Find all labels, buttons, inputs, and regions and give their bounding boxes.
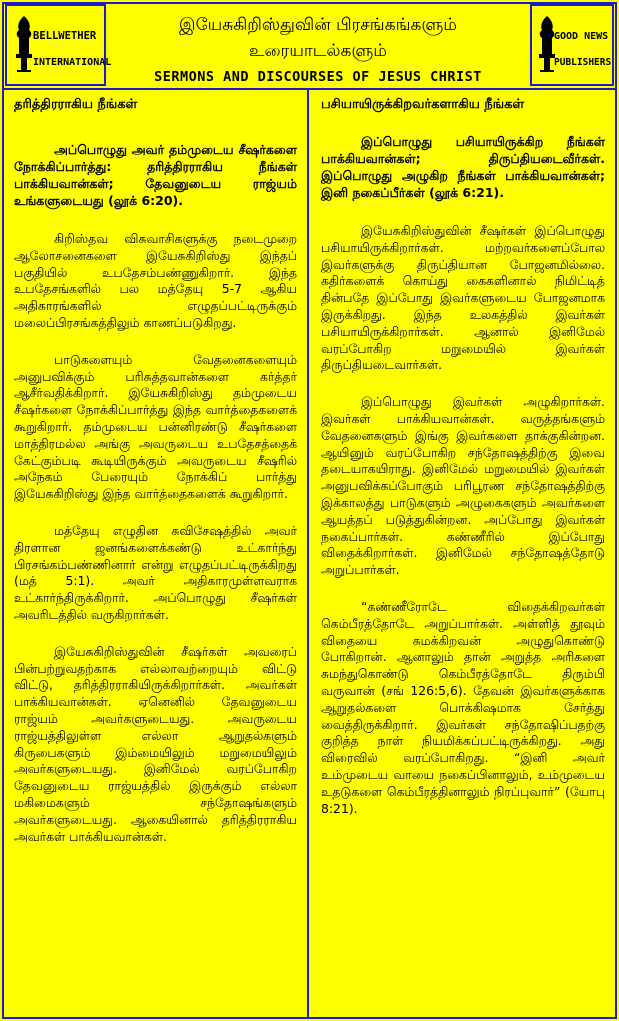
title-tamil-line1: இயேசுகிறிஸ்துவின் பிரசங்கங்களும் <box>179 15 457 35</box>
right-column-title: பசியாயிருக்கிறவர்களாகிய நீங்கள் <box>321 97 525 112</box>
title-english: SERMONS AND DISCOURSES OF JESUS CHRIST <box>154 69 482 85</box>
left-column <box>4 90 309 1019</box>
left-logo-line1: BELLWETHER <box>33 30 97 42</box>
right-logo-line2: PUBLISHERS <box>554 57 612 68</box>
good-news-logo <box>530 4 614 86</box>
right-paragraph: “கண்ணீரோடே விதைக்கிறவர்கள் கெம்பீரத்தோடே அறுப்பார்கள். அள்ளித் தூவும் விதையை சுமக்கிறவன் அழுதுகொண்டு போகிறான். ஆனாலும் தான் அறுத்த அரிகளை சுமந்துகொண்டு கெம்பீரத்தோடே திரும்பி வருவான் (சங் 126:5,6). தேவன் இவர்களுக்காக ஆறுதல்களை பொக்கிஷமாக சேர்த்து வைத்திருக்கிறார். இவர்கள் சந்தோஷிப்பதற்கு குறித்த நாள் நியமிக்கப்பட்டிருக்கிறது. அது விரைவில் வரப்போகிறது. “இனி அவர் உம்முடைய வாயை நகைப்பினாலும், உம்முடைய உதடுகளை கெம்பீரத்தினாலும் நிரப்புவார்” (யோபு 8:21). <box>321 598 605 816</box>
right-column <box>311 90 615 1019</box>
left-paragraph: பாடுகளையும் வேதனைகளையும் அனுபவிக்கும் பரிசுத்தவான்களை கர்த்தர் ஆசீர்வதிக்கிறார். இயேசுகிறிஸ்து தம்முடைய சீஷர்களை நோக்கிப்பார்த்து இந்த வார்த்தைகளைக் கூறுகிறார். தம்முடைய பன்னிரண்டு சீஷர்களை மாத்திரமல்ல அங்கு அவருடைய உபதேசத்தைக் கேட்கும்படி கூடியிருக்கும் அவருடைய சீஷரில் அநேகம் பேரையும் நோக்கிப் பார்த்து இயேசுகிறிஸ்து இந்த வார்த்தைகளைக் கூறுகிறார். <box>14 351 297 502</box>
title-tamil-line2: உரையாடல்களும் <box>249 41 387 61</box>
left-logo-line2: INTERNATIONAL <box>33 57 112 68</box>
left-paragraph: மத்தேயு எழுதின சுவிசேஷத்தில் அவர் திரளான ஜனங்களைக்கண்டு உட்கார்ந்து பிரசங்கம்பண்ணினார் என்று எழுதப்பட்டிருக்கிறது (மத் 5:1). அவர் அதிகாரமுள்ளவராக உட்கார்ந்திருக்கிறார். அப்பொழுது சீஷர்கள் அவரிடத்தில் வருகிறார்கள். <box>14 522 297 622</box>
bellwether-ram-icon <box>13 14 35 74</box>
left-verse: அப்பொழுது அவர் தம்முடைய சீஷர்களை நோக்கிப்பார்த்து: தரித்திரராகிய நீங்கள் பாக்கியவான்கள்; தேவனுடைய ராஜ்யம் உங்களுடையது (லூக் 6:20). <box>14 142 297 208</box>
right-logo-line1: GOOD NEWS <box>554 31 609 42</box>
bellwether-logo <box>5 4 112 86</box>
right-paragraph: இப்பொழுது இவர்கள் அழுகிறார்கள். இவர்கள் பாக்கியவான்கள். வருத்தங்களும் வேதனைகளும் இங்கு இவர்களை தாக்குகின்றன. ஆயினும் வரப்போகிற சந்தோஷத்திற்கு இவை தடையாகயிராது. இனிமேல் மறுமையில் இவர்கள் அனுபவிக்கப்போகும் பரிபூரண சந்தோஷத்திற்கு இக்காலத்து பாடுகளும் அழுகைகளும் அவர்களை ஆயத்தப் படுத்துகின்றன. அப்போது இவர்கள் நகைப்பார்கள். கண்ணீரில் இப்போது விதைக்கிறார்கள். இனிமேல் சந்தோஷத்தோடு அறுப்பார்கள். <box>321 394 605 578</box>
right-verse: இப்பொழுது பசியாயிருக்கிற நீங்கள் பாக்கியவான்கள்; திருப்தியடைவீர்கள். இப்பொழுது அழுகிற நீங்கள் பாக்கியவான்கள்; இனி நகைப்பீர்கள் (லூக் 6:21). <box>321 134 605 200</box>
right-paragraph: இயேசுகிறிஸ்துவின் சீஷர்கள் இப்பொழுது பசியாயிருக்கிறார்கள். மற்றவர்களைப்போல இவர்களுக்கு திருப்தியான போஜனமில்லை. கதிர்களைக் கொய்து கைகளினால் நிமிட்டித் தின்பதே இப்போது இவர்களுடைய போஜனமாக இருக்கிறது. இந்த உலகத்தில் இவர்கள் பசியாயிருக்கிறார்கள். ஆனால் இனிமேல் வரப்போகிற மறுமையில் இவர்கள் திருப்தியடைவார்கள். <box>321 223 605 373</box>
left-paragraph: கிறிஸ்தவ விசுவாசிகளுக்கு நடைமுறை ஆலோசனைகளை இயேசுகிறிஸ்து இந்தப் பகுதியில் உபதேசம்பண்ணுகிறார். இந்த உபதேசங்களில் பல மத்தேயு 5-7 ஆகிய அதிகாரங்களில் எழுதப்பட்டிருக்கும் மலைப்பிரசங்கத்திலும் காணப்படுகிறது. <box>14 231 297 330</box>
title-block <box>109 4 527 86</box>
left-paragraph: இயேசுகிறிஸ்துவின் சீஷர்கள் அவரைப் பின்பற்றுவதற்காக எல்லாவற்றையும் விட்டு விட்டு, தரித்திரராகியிருக்கிறார்கள். அவர்கள் பாக்கியவான்கள். ஏனெனில் தேவனுடைய ராஜ்யம் அவர்களுடையது. அவருடைய ராஜ்யத்திலுள்ள எல்லா ஆறுதல்களும் கிருபைகளும் இம்மையிலும் மறுமையிலும் அவர்களுடையது. இனிமேல் வரப்போகிற தேவனுடைய ராஜ்யத்தில் இருக்கும் எல்லா மகிமைகளும் சந்தோஷங்களும் அவர்களுடையது. ஆகையினால் தரித்திரராகிய அவர்கள் பாக்கியவான்கள். <box>14 643 297 844</box>
left-column-title: தரித்திரராகிய நீங்கள் <box>14 97 138 112</box>
page-header <box>2 2 617 90</box>
